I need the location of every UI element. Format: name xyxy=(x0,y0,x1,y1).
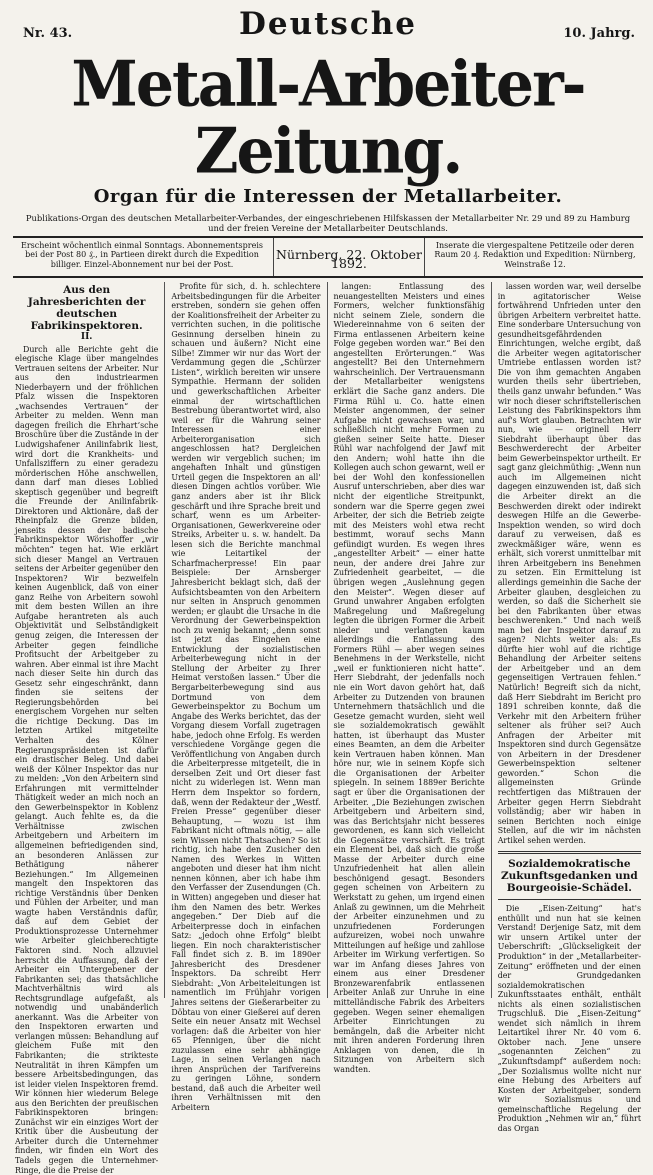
publication-line: Publikations-Organ des deutschen Metallarbeiter-Verbandes, der eingeschriebenen Hilfskassen der Metallarbeiter Nr. 29 und 89 zu Hamburg und der freien Vereine der Metallarbeiter Deutschlands. xyxy=(25,213,631,233)
issue-number: Nr. 43. xyxy=(23,26,73,41)
article-divider xyxy=(498,851,641,854)
masthead-title: Metall-Arbeiter-Zeitung. xyxy=(71,47,585,189)
newspaper-page xyxy=(13,6,643,1175)
title-rule xyxy=(498,899,641,900)
dateline: Nürnberg, 22. Oktober 1892. xyxy=(274,238,425,276)
info-bar xyxy=(13,238,643,278)
column-3 xyxy=(328,282,492,1074)
article-body: Profite für sich, d. h. schlechtere Arbeitsbedingungen für die Arbeiter erstreben, sondern sie gehen offen der Koalitionsfreiheit der Arbeiter zu verrichten suchen, in die politische Gesinnung derselben hinein zu schauen und äußern? Nicht eine Silbe! Zimmer wir nur das Wort der Verdammung gegen die „Schürzer Listen“, wirklich bereiten wir unsere Sympathie. Hermann der soliden und gewerkschaftlichen Arbeiter einmal der wirtschaftlichen Bestrebung überantwortet wird, also weil er für die Wahrung seiner Interessen einer Arbeiterorganisation sich angeschlossen hat? Dergleichen werden wir vergeblich suchen; im angehaften Inhalt und günstigen Urteil gegen die Inspektoren an all' diesen Dingen achtlos vorüber. Wie ganz anders aber ist ihr Blick geschärft und ihre Sprache breit und scharf, wenn es um Arbeiter-Organisationen, Gewerkvereine oder Streiks, Arbeiter u. s. w. handelt. Da lesen sich die Berichte manchmal wie Leitartikel der Scharfmacherpresse! Ein paar Beispiele: Der Arnsberger Jahresbericht beklagt sich, daß der Aufsichtsbeamten von den Arbeitern nur selten in Anspruch genommen werden; er glaubt die Ursache in die Verordnung der Gewerbeinspektion noch zu wenig bekannt; „denn sonst ist jetzt das Eingehen eine Entwicklung der sozialistischen Arbeiterbewegung nicht in der Stellung der Arbeiter zu Ihrer Heimat verstoßen lassen.“ Über die Bergarbeiterbewegung sind aus Dortmund von dem Gewerbeinspektor zu Bochum um Angabe des Werks berichtet, das der Vorgang diesem Vorfall zugetragen habe, jedoch ohne Erfolg. Es werden verschiedene Vorgänge gegen die Veröffentlichung von Angaben durch die Arbeiterpresse mitgeteilt, die in derselben Zeit und Ort dieser fast nicht zu widerlegen ist. Wenn man Herrn dem Inspektor so fordern, daß, wenn der Redakteur der „Westf. Freien Presse“ gegenüber dieser Behauptung, — wozu ist ihm Fabrikant nicht oftmals nötig, — alle sein Wissen nicht Thatsachen? So ist richtig, ich habe den Zusicher den Namen des Werkes in Witten angeboten und dieser hat ihm nicht nennen können, aber ich habe ihm den Verfasser der Zusendungen (Ch. in Witten) angegeben und dieser hat ihm den Namen des betr. Werkes angegeben.“ Der Dieb auf die Arbeiterpresse doch in einfachen Satz: „jedoch ohne Erfolg“ bleibt liegen. Ein noch charakteristischer Fall findet sich z. B. im 1890er Jahresbericht des Dresdener Inspektors. Da schreibt Herr Siebdraht: „Von Arbeiteleitungen ist namentlich im Frühjahr vorigen Jahres seitens der Gießerarbeiter zu Döbtau von einer Gießerei auf deren Seite ein neuer Ansatz mit Wechsel vorlagen: daß die Arbeiter von hier 65 Pfennigen, über die nicht zuzulassen eine sehr abhängige Lage, in seinen Verlangen nach ihren Ansprüchen der Tarifvereins zu geringen Löhne, sondern bestand, daß auch die Arbeiter weil ihren Verhältnissen mit den Arbeitern xyxy=(171,282,321,1113)
subscription-info: Erscheint wöchentlich einmal Sonntags. Abonnementspreis bei der Post 80 ₰., in Partieen direkt durch die Expedition billiger. Einzel-Abonnement nur bei der Post. xyxy=(13,238,274,276)
article-body: Die „Eisen-Zeitung“ hat's enthüllt und nun hat sie keinen Verstand! Derjenige Satz, mit dem wir unsern Artikel unter der Ueberschrift: „Glückseligkeit der Produktion“ in der „Metallarbeiter-Zeitung“ eröffneten und der einen der Grundgedanken sozialdemokratischen Zukunftsstaates enthält, enthält nichts als einen sozialistischen Trugschluß. Die „Eisen-Zeitung“ wendet sich nämlich in ihrem Leitartikel ihrer Nr. 40 vom 6. Oktober nach. Jene unsere „sogenannten Zeichen“ zu „Zukunftsdampf“ außerdem noch: „Der Sozialismus wollte nicht nur eine Hebung des Arbeiters auf Kosten der Arbeitgeber, sondern wir Sozialismus und gemeinschaftliche Regelung der Produktion „Nehmen wir an,“ führt das Organ xyxy=(497,904,641,1133)
column-4 xyxy=(492,282,643,1133)
article-body: Durch alle Berichte geht die elegische Klage über mangelndes Vertrauen seitens der Arbeiter. Nur aus den industriearmen Niederbayern und der fröhlichen Pfalz wissen die Inspektoren „wachsendes Vertrauen“ der Arbeiter zu melden. Wenn man dagegen freilich die Ehrhart’sche Broschüre über die Zustände in der Ludwigshafener Anilinfabrik liest, wird dort die Krankheits- und Unfallsziffern zu einer geradezu mörderischen Höhe anschwellen, dann darf man dieses Loblied skeptisch gegenüber und begreift die Freunde der Anilinfabrik-Direktoren und Aktionäre, daß der Rheinpfalz die Grenze bilden, jenseits dessen der badische Fabrikinspektor Wörishoffer „wir möchten“ tegen hat. Wie erklärt sich dieser Mangel an Vertrauen seitens der Arbeiter gegenüber den Inspektoren? Wir bezweifeln keinen Augenblick, daß von einer ganz Reihe von Arbeitern sowohl mit dem besten Willen an ihre Aufgabe herantreten als auch Objektivität und Selbständigkeit genug zeigen, die Interessen der Arbeiter gegen feindliche Profitsucht der Arbeitgeber zu wahren. Aber einmal ist ihre Macht nach dieser Seite hin durch das Gesetz sehr eingeschränkt, dann finden sie seitens der Regierungsbehörden bei energischem Vorgehen nur selten die richtige Deckung. Das im letzten Artikel mitgeteilte Verhalten des Kölner Regierungspräsidenten ist dafür ein drastischer Beleg. Und dabei weiß der Kölner Inspektor das nur zu melden: „Von den Arbeitern sind Erfahrungen mit vermittelnder Thätigkeit weder an mich noch an den Gewerbeinspektor in Koblenz gelangt. Auch fehlte es, da die Verhältnisse zwischen Arbeitgebern und Arbeitern im allgemeinen befriedigenden sind, an besonderen Anlässen zur Bethätigung näherer Beziehungen.“ Im Allgemeinen mangelt den Inspektoren das richtige Verständnis über Denken und Fühlen der Arbeiter, und man wagte haben Verständnis dafür, daß auf dem Gebiet der Produktionsprozesse Unternehmer wie Arbeiter gleichberechtigte Faktoren sind. Noch allzuviel herrscht die Auffassung, daß der Arbeiter ein Untergebener der Fabrikanten sei; das thatsächliche Machtverhältnis wird als Rechtsgrundlage aufgefaßt, als notwendig und unabänderlich anerkannt. Was die Arbeiter von den Inspektoren erwarten und verlangen müssen: Behandlung auf gleichem Fuße mit den Fabrikanten; die strikteste Neutralität in ihren Kämpfen um bessere Arbeitsbedingungen, das ist leider vielen Inspektoren fremd. Wir können hier wiederum Belege aus den Berichten der preußischen Fabrikinspektoren bringen: Zunächst wir ein einziges Wort der Kritik über die Ausbeutung der Arbeiter durch die Unternehmer finden, wir finden ein Wort des Tadels gegen die Unternehmer-Ringe, die die Preise der xyxy=(15,344,159,1175)
masthead-subtitle: Organ für die Interessen der Metallarbeiter. xyxy=(93,186,563,207)
column-1 xyxy=(13,282,165,1175)
masthead-kicker: Deutsche xyxy=(238,6,418,42)
article-body: langen: Entlassung des neuangestellten Meisters und eines Formers, welcher funktionsfähig nicht seinem Ziele, sondern die Wiedereinnahme von 6 seiten der Firma entlassenen Arbeitern keine Folge gegeben worden war.“ Bei den angestellten Erörterungen.“ Was angestellt? Bei den Unternehmern wahrscheinlich. Der Vertrauensmann der Metallarbeiter wenigstens erklärt die Sache ganz anders. Die Firma Rühl u. Co. hatte einen Meister angenommen, der seiner Aufgabe nicht gewachsen war, und schließlich nicht mehr Formen zu gießen seiner Seite hatte. Dieser Rühl war nachfolgend der Jawf mit den Andern; wohl hatte ihn die Kollegen auch schon gewarnt, weil er bei der Wohl den konfessionellen Ausruf unterschrieben, aber dies war nicht der eigentliche Streitpunkt, sondern war die Sperre gegen zwei Arbeiter, der sich die Betrieb zeigte mit des Meisters wohl etwa recht bestimmt, worauf sechs Mann gefündigt wurden. Es wegen ihres „angestellter Arbeit“ — einer hatte neun, der andere drei Jahre zur Zufriedenheit gearbeitet, — die übrigen wegen „Auslehnung gegen den Meister“. Wegen dieser auf Grund unwahrer Angaben erfolgten Maßregelung und Maßregelung legten die übrigen Former die Arbeit nieder und verlangten kaum allerdings die Entlassung des Formers Rühl — aber wegen seines Benehmens in der Werkstelle, nicht „weil er funktionieren nicht hatte“. Herr Siebdraht, der jedenfalls noch nie ein Wort davon gehört hat, daß Arbeiter zu Dutzenden von braunen Unternehmern thatsächlich und die Gesetze gemacht wurden, sieht weil sie sozialdemokratisch gewählt hatten, ist überhaupt das Muster eines Beamten, an dem die Arbeiter kein Vertrauen haben können. Man höre nur, wie in seinem Kopfe sich die Organisationen der Arbeiter spiegeln. In seinem 1889er Berichte sagt er über die Organisationen der Arbeiter. „Die Beziehungen zwischen Arbeitgebern und Arbeitern sind, was das Berichtsjahr nicht besseres gewordenen, es kann sich vielleicht die Gegensätze verschärft. Es trägt ein Element bei, daß sich die große Masse der Arbeiter durch eine Unzufriedenheit hat allen allein beschönigend gesagt. Besonders gegen scheinen von Arbeitern zu Werkstatt zu gehen, um irgend einen Anlaß zu gewinnen, um die Mehrheit der Arbeiter einzunehmen und zu unzufriedenen Forderungen aufzureizen, wobei noch unwahre Mitteilungen auf heßige und zahllose Arbeiter im Wirkung verfertigen. So war im Anfang dieses Jahres von einem aus einer Dresdener Bronzewarenfabrik entlassenen Arbeiter Anlaß zur Unruhe in eine mittelländische Fabrik des Arbeiters gegeben. Wegen seiner ehemaligen Arbeiter Einrichtungen zu bemängeln, daß die Arbeiter nicht mit ihren anderen Forderung ihren Anklagen von denen, die in Sitzungen von Arbeitern sich wandten. xyxy=(333,282,485,1074)
article-columns xyxy=(13,282,643,1175)
advertising-info: Inserate die viergespaltene Petitzeile oder deren Raum 20 ₰. Redaktion und Expedition: Nürnberg, Weinstraße 12. xyxy=(434,241,636,269)
article-part: II. xyxy=(80,332,93,342)
article-title: Aus den Jahresberichten der deutschen Fabrikinspektoren. xyxy=(27,284,146,332)
article-title: Sozialdemokratische Zukunftsgedanken und Bourgeoisie-Schädel. xyxy=(500,858,638,895)
volume-year: 10. Jahrg. xyxy=(563,26,635,41)
column-2 xyxy=(165,282,327,1113)
header-top xyxy=(13,6,643,50)
article-body: lassen worden war, weil derselbe in agitatorischer Weise fortwährend Unfrieden unter den übrigen Arbeitern verbreitet hatte. Eine sonderbare Untersuchung von gesundheitsgefährdenden Einrichtungen, welche ergibt, daß die Arbeiter wegen agitatorischer Umtriebe entlassen worden ist? Die von ihm gemachten Angaben wurden theils sehr übertrieben, theils ganz unwahr befunden.“ Was wir noch dieser schriftstellerischen Leistung des Fabrikinspektors ihm auf's Wort glauben. Betrachten wir nun, wie — originell Herr Siebdraht überhaupt über das Beschwerderecht der Arbeiter beim Gewerbeinspektor urtheilt. Er sagt ganz gleichmüthig: „Wenn nun auch im Allgemeinen nicht dagegen einzuwenden ist, daß sich die Arbeiter direkt an die Beschwerden direkt oder indirekt deswegen Hilfe an die Gewerbe-Inspektion wenden, so wird doch darauf zu verweisen, daß es zweckmäßiger wäre, wenn es erhält, sich vorerst unmittelbar mit ihren Arbeitgebern ins Benehmen zu setzen. Ein Ermittelung ist allerdings gemeinhin die Sache der Arbeiter glauben, desgleichen zu werden, so daß die Sicherheit sie bei den Fabrikanten über etwas beschwerenken.“ Und nach weiß man bei der Inspektor darauf zu sagen? Nichts weiter als: „Es dürfte hier wohl auf die richtige Behandlung der Arbeiter seitens der Arbeitgeber und an dem gegenseitigen Vertrauen fehlen.“ Natürlich! Begreift sich da nicht, daß Herr Siebdraht im Bericht pro 1891 schreiben konnte, daß die Verkehr mit den Arbeitern früher seltener als früher sei? Auch Anfragen der Arbeiter mit Inspektoren sind durch Gegensätze von Arbeitern in der Dresdener Gewerbeinspektion seltener geworden.“ Schon die allgemeinsten Gründe rechtfertigen das Mißtrauen der Arbeiter gegen Herrn Siebdraht vollständig; aber wir haben in seinen Berichten noch einige Stellen, auf die wir im nächsten Artikel sehen werden. xyxy=(497,282,641,845)
